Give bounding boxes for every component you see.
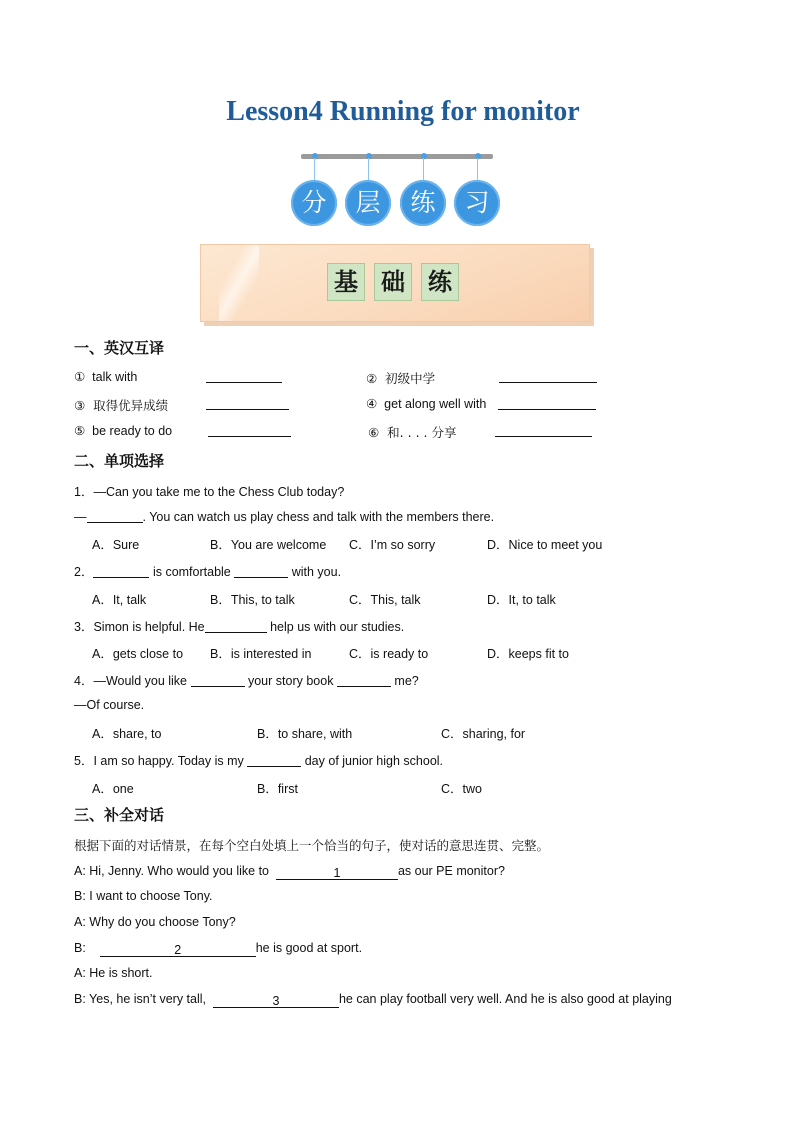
- option[interactable]: B．first: [257, 782, 298, 796]
- banner-char: 分: [291, 180, 337, 226]
- question-stem: 4．—Would you like your story book me?: [74, 674, 419, 688]
- answer-blank[interactable]: [191, 673, 245, 687]
- option[interactable]: D．keeps fit to: [487, 647, 569, 661]
- dialogue-line: A: He is short.: [74, 966, 153, 980]
- option[interactable]: C．sharing, for: [441, 727, 526, 741]
- section-heading: 一、英汉互译: [74, 339, 165, 357]
- option[interactable]: D．It, to talk: [487, 593, 556, 607]
- answer-blank[interactable]: [495, 422, 592, 437]
- option[interactable]: D．Nice to meet you: [487, 538, 603, 552]
- option[interactable]: C．two: [441, 782, 482, 796]
- translation-item: ② 初级中学: [366, 371, 436, 386]
- answer-blank[interactable]: 3: [213, 994, 339, 1008]
- option[interactable]: C．is ready to: [349, 647, 429, 661]
- banner-char: 练: [400, 180, 446, 226]
- answer-blank[interactable]: 2: [100, 943, 256, 957]
- answer-blank[interactable]: [208, 422, 291, 437]
- section-banner: [288, 150, 508, 230]
- dialogue-line: A: Why do you choose Tony?: [74, 915, 236, 929]
- banner-dot: [312, 153, 318, 159]
- translation-item: ⑥ 和. . . . 分享: [368, 425, 457, 440]
- answer-blank[interactable]: [205, 619, 267, 633]
- translation-item: ⑤ be ready to do: [74, 423, 173, 438]
- banner-char: 层: [345, 180, 391, 226]
- question-answer: —Of course.: [74, 698, 145, 712]
- page-title: Lesson4 Running for monitor: [226, 96, 580, 127]
- banner-rail: [301, 154, 493, 159]
- translation-item: ① talk with: [74, 369, 138, 384]
- level-box: [200, 244, 590, 322]
- banner-char: 习: [454, 180, 500, 226]
- option[interactable]: A．It, talk: [92, 593, 147, 607]
- answer-blank[interactable]: [499, 368, 597, 383]
- level-char: 础: [374, 263, 412, 301]
- dialogue-line: B: 2 he is good at sport.: [74, 941, 363, 957]
- level-char: 基: [327, 263, 365, 301]
- option[interactable]: B．This, to talk: [210, 593, 295, 607]
- dialogue-line: B: Yes, he isn’t very tall, 3 he can play football very well. And he is also good at playing: [74, 992, 672, 1008]
- question-stem: 3．Simon is helpful. He help us with our studies.: [74, 620, 405, 634]
- answer-blank[interactable]: [498, 395, 596, 410]
- answer-blank[interactable]: 1: [276, 866, 398, 880]
- instructions: 根据下面的对话情景，在每个空白处填上一个恰当的句子，使对话的意思连贯、完整。: [74, 838, 550, 853]
- question-stem: 1．—Can you take me to the Chess Club today?: [74, 485, 345, 499]
- banner-dot: [421, 153, 427, 159]
- translation-item: ④ get along well with: [366, 396, 487, 411]
- banner-dot: [366, 153, 372, 159]
- level-char: 练: [421, 263, 459, 301]
- answer-blank[interactable]: [206, 368, 282, 383]
- question-stem: 2． is comfortable with you.: [74, 565, 342, 579]
- question-stem: — . You can watch us play chess and talk with the members there.: [74, 510, 495, 524]
- dialogue-line: A: Hi, Jenny. Who would you like to 1 as our PE monitor?: [74, 864, 505, 880]
- answer-blank[interactable]: [87, 509, 143, 523]
- option[interactable]: C．I’m so sorry: [349, 538, 436, 552]
- section-heading: 三、补全对话: [74, 806, 165, 824]
- option[interactable]: B．to share, with: [257, 727, 353, 741]
- section-heading: 二、单项选择: [74, 452, 165, 470]
- answer-blank[interactable]: [337, 673, 391, 687]
- option[interactable]: B．You are welcome: [210, 538, 327, 552]
- question-stem: 5．I am so happy. Today is my day of junior high school.: [74, 754, 444, 768]
- option[interactable]: B．is interested in: [210, 647, 312, 661]
- answer-blank[interactable]: [206, 395, 289, 410]
- option[interactable]: A．one: [92, 782, 134, 796]
- option[interactable]: A．Sure: [92, 538, 140, 552]
- option[interactable]: A．share, to: [92, 727, 162, 741]
- banner-dot: [475, 153, 481, 159]
- answer-blank[interactable]: [234, 564, 288, 578]
- answer-blank[interactable]: [93, 564, 149, 578]
- dialogue-line: B: I want to choose Tony.: [74, 889, 213, 903]
- option[interactable]: A．gets close to: [92, 647, 184, 661]
- option[interactable]: C．This, talk: [349, 593, 421, 607]
- answer-blank[interactable]: [247, 753, 301, 767]
- translation-item: ③ 取得优异成绩: [74, 398, 169, 413]
